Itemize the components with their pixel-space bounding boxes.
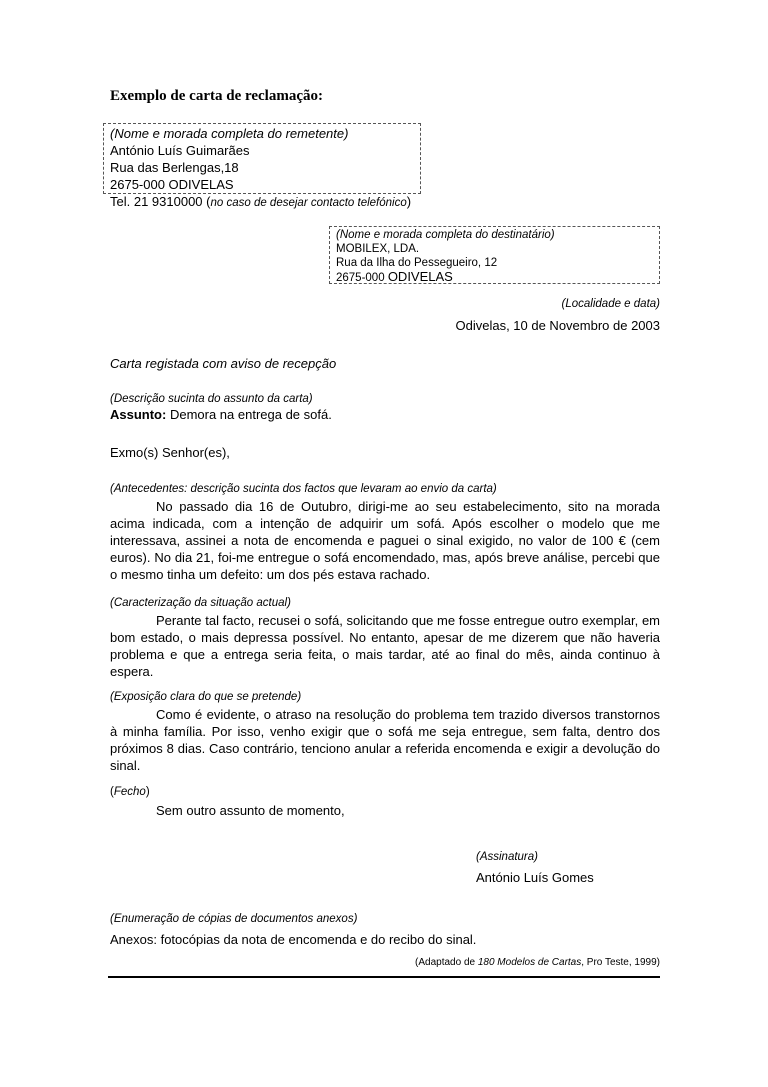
sender-tel-prefix: Tel. 21 9310000 ( [110,194,211,209]
sender-street: Rua das Berlengas,18 [110,160,239,175]
sender-label: (Nome e morada completa do remetente) [110,126,349,141]
recipient-city: ODIVELAS [387,269,453,284]
intent-text: Como é evidente, o atraso na resolução do problema tem trazido diversos transtornos à minha família. Por isso, venho exigir que o sofá me seja entregue, sem falta, dentro dos próximos 8 dias. Caso contrário, tenciono anular a referida encomenda e exigir a devolução do sinal. [110,707,660,773]
attachments-label: (Enumeração de cópias de documentos anexos) [110,913,358,925]
subject-text: Demora na entrega de sofá. [166,407,332,422]
recipient-postal [336,270,659,285]
sender-tel-note: no caso de desejar contacto telefónico [210,197,407,209]
registered-text: Carta registada com aviso de recepção [110,356,337,371]
recipient-postal-code: 2675-000 [336,272,385,284]
antecedents-text: No passado dia 16 de Outubro, dirigi-me ao seu estabelecimento, sito na morada acima indicada, com a intenção de adquirir um sofá. Após escolher o modelo que me interessava, assinei a nota de encomenda e paguei o sinal exigido, no valor de 100 € (cem euros). No dia 21, foi-me entregue o sofá encomendado, mas, após breve análise, percebi que o mesmo tinha um defeito: um dos pés estava rachado. [110,499,660,582]
salutation: Exmo(s) Senhor(es), [110,445,230,460]
source-suffix: , Pro Teste, 1999) [581,957,660,968]
sender-tel [110,193,420,212]
attachments-section [110,912,660,948]
antecedents-section [110,482,660,583]
subject-section [110,392,660,423]
recipient-label: (Nome e morada completa do destinatário) [336,229,555,241]
registered-mail-line [110,355,660,372]
recipient-box [329,226,660,284]
subject-heading: Assunto: [110,407,167,422]
closing-text: Sem outro assunto de momento, [156,803,345,818]
intent-label: (Exposição clara do que se pretende) [110,691,302,703]
situation-label: (Caracterização da situação actual) [110,597,291,609]
closing-label-open: ( [110,786,114,798]
closing-label-close: ) [145,786,150,798]
closing-label [110,785,660,799]
sender-postal: 2675-000 ODIVELAS [110,177,234,192]
signature-block [476,850,594,885]
source-prefix: (Adaptado de [415,957,478,968]
signature-label: (Assinatura) [476,851,538,863]
location-date-label: (Localidade e data) [561,298,660,310]
subject-label: (Descrição sucinta do assunto da carta) [110,393,313,405]
intent-section [110,690,660,774]
location-date: Odivelas, 10 de Novembro de 2003 [455,318,660,333]
closing-section [110,785,660,819]
recipient-street: Rua da Ilha do Pessegueiro, 12 [336,257,498,269]
sender-box [103,123,421,209]
source-citation [415,957,660,968]
situation-text: Perante tal facto, recusei o sofá, solicitando que me fosse entregue outro exemplar, em bom estado, o mais depressa possível. No entanto, apesar de me dizerem que não haveria problema e que a entrega seria feita, o mais tardar, até ao final do mês, ainda continuo à espera. [110,613,660,679]
antecedents-label: (Antecedentes: descrição sucinta dos factos que levaram ao envio da carta) [110,483,497,495]
closing-label-word: Fecho [113,786,146,798]
signature-name: António Luís Gomes [476,870,594,885]
recipient-name: MOBILEX, LDA. [336,243,420,255]
page-title: Exemplo de carta de reclamação: [110,88,323,104]
sender-tel-suffix: ) [406,194,412,209]
attachments-text: Anexos: fotocópias da nota de encomenda e do recibo do sinal. [110,932,477,947]
subject-line [110,406,660,423]
situation-section [110,596,660,680]
bottom-divider [108,976,660,978]
sender-name: António Luís Guimarães [110,143,250,158]
source-book: 180 Modelos de Cartas [477,957,582,968]
